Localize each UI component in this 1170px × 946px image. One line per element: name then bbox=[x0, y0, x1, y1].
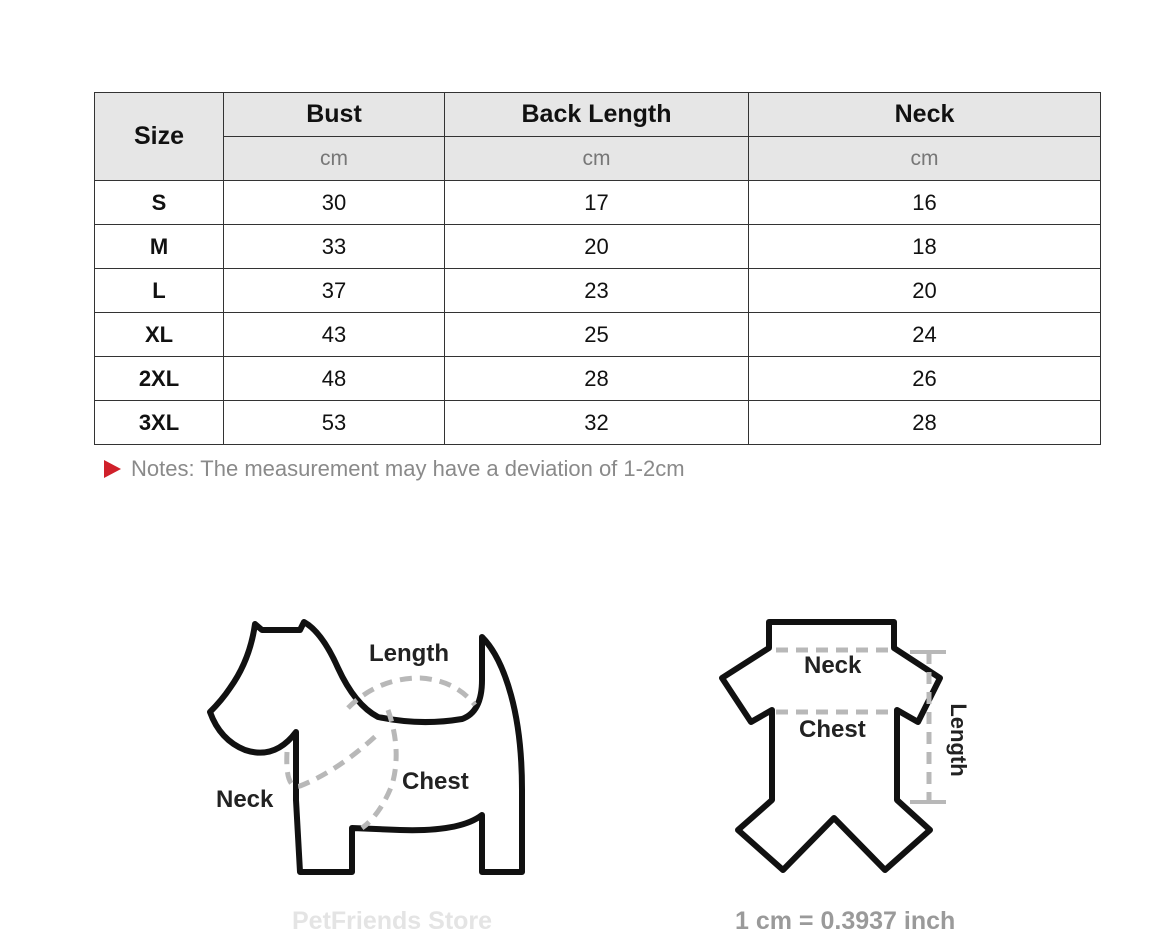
size-cell: M bbox=[95, 225, 224, 269]
dog-length-label: Length bbox=[369, 640, 449, 667]
table-row bbox=[95, 313, 1101, 357]
back-length-cell: 17 bbox=[445, 181, 749, 225]
neck-cell: 16 bbox=[749, 181, 1101, 225]
header-row bbox=[95, 93, 1101, 137]
table-row bbox=[95, 357, 1101, 401]
bust-cell: 33 bbox=[224, 225, 445, 269]
size-cell: 2XL bbox=[95, 357, 224, 401]
neck-cell: 26 bbox=[749, 357, 1101, 401]
back-length-cell: 32 bbox=[445, 401, 749, 445]
table-row bbox=[95, 225, 1101, 269]
neck-cell: 20 bbox=[749, 269, 1101, 313]
store-watermark: PetFriends Store bbox=[292, 907, 493, 935]
back-length-cell: 28 bbox=[445, 357, 749, 401]
size-cell: L bbox=[95, 269, 224, 313]
size-cell: XL bbox=[95, 313, 224, 357]
back-length-cell: 25 bbox=[445, 313, 749, 357]
neck-header: Neck bbox=[749, 93, 1101, 137]
garment-measurement-diagram bbox=[710, 610, 970, 880]
back-length-header: Back Length bbox=[445, 93, 749, 137]
note-arrow-icon bbox=[104, 460, 121, 478]
bust-cell: 53 bbox=[224, 401, 445, 445]
size-chart-table bbox=[94, 92, 1101, 445]
bust-cell: 43 bbox=[224, 313, 445, 357]
bust-header: Bust bbox=[224, 93, 445, 137]
unit-row bbox=[95, 137, 1101, 181]
neck-cell: 28 bbox=[749, 401, 1101, 445]
garment-chest-label: Chest bbox=[799, 716, 866, 743]
neck-cell: 18 bbox=[749, 225, 1101, 269]
dog-outline-icon bbox=[210, 622, 522, 872]
dog-neck-label: Neck bbox=[216, 786, 274, 813]
back-length-cell: 20 bbox=[445, 225, 749, 269]
chest-guide-line bbox=[362, 710, 396, 828]
table-row bbox=[95, 269, 1101, 313]
neck-guide-line bbox=[287, 732, 380, 786]
neck-cell: 24 bbox=[749, 313, 1101, 357]
table-row bbox=[95, 401, 1101, 445]
deviation-note bbox=[104, 456, 685, 482]
neck-unit: cm bbox=[749, 137, 1101, 181]
size-cell: S bbox=[95, 181, 224, 225]
dog-chest-label: Chest bbox=[402, 768, 469, 795]
back-length-cell: 23 bbox=[445, 269, 749, 313]
size-cell: 3XL bbox=[95, 401, 224, 445]
unit-conversion: 1 cm = 0.3937 inch bbox=[735, 907, 956, 935]
note-text: Notes: The measurement may have a deviation of 1-2cm bbox=[131, 456, 685, 481]
bust-cell: 48 bbox=[224, 357, 445, 401]
bust-unit: cm bbox=[224, 137, 445, 181]
table-row bbox=[95, 181, 1101, 225]
bust-cell: 30 bbox=[224, 181, 445, 225]
length-guide-line bbox=[348, 678, 475, 708]
bust-cell: 37 bbox=[224, 269, 445, 313]
garment-neck-label: Neck bbox=[804, 652, 862, 679]
back-length-unit: cm bbox=[445, 137, 749, 181]
size-header: Size bbox=[95, 93, 224, 181]
garment-length-label: Length bbox=[946, 703, 971, 777]
